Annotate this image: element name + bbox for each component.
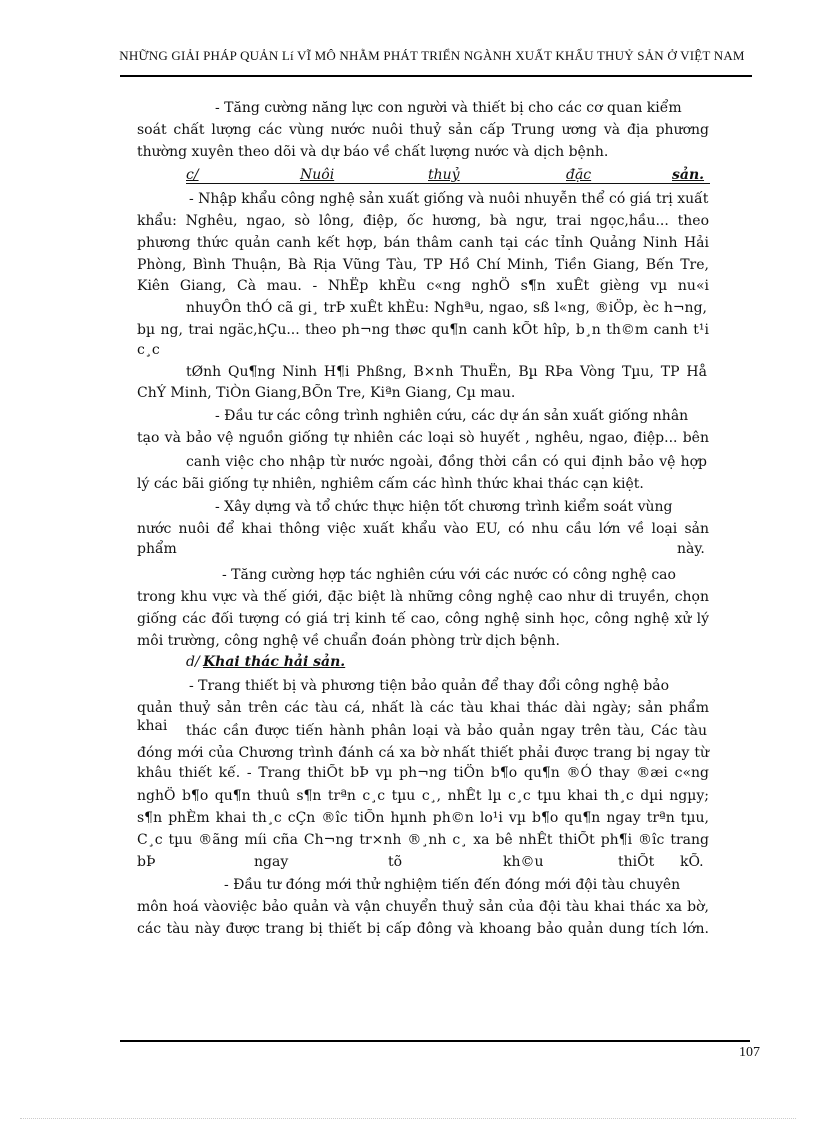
- text-line: này.: [677, 541, 705, 557]
- section-heading-c-label: c/: [186, 167, 199, 183]
- text-line: khẩu: Nghêu, ngao, sò lông, điệp, ốc hương, bà ngư, trai ngọc,hầu... theo: [137, 213, 709, 229]
- header-rule: [120, 75, 752, 77]
- text-line: Kiên Giang, Cà mau. - NhËp khÈu c«ng nghÖ s¶n xuÊt gièng vµ nu«i: [137, 278, 709, 294]
- text-line: thường xuyên theo dõi và dự báo về chất lượng nước và dịch bệnh.: [137, 144, 609, 160]
- text-line: - Nhập khẩu công nghệ sản xuất giống và nuôi nhuyễn thể có giá trị xuất: [189, 191, 709, 207]
- text-line: s¶n phÈm khai th¸c cÇn ®îc tiÕn hµnh ph©n lo¹i vµ b¶o qu¶n ngay trªn tµu,: [137, 810, 709, 826]
- page-edge-divider: [20, 1118, 796, 1119]
- section-heading-c-word: sản.: [672, 167, 705, 183]
- text-line: - Tăng cường năng lực con người và thiết bị cho các cơ quan kiểm: [215, 100, 682, 116]
- text-line: tØnh Qu¶ng Ninh H¶i Phßng, B×nh ThuËn, Bµ RÞa Vòng Tµu, TP Hå: [186, 364, 707, 380]
- text-line: kh©u: [503, 854, 544, 870]
- section-heading-c-word: Nuôi: [300, 167, 335, 183]
- text-line: ChÝ Minh, TiÒn Giang,BÕn Tre, Kiªn Giang, Cµ mau.: [137, 385, 516, 401]
- text-line: nhuyÔn thÓ cã gi¸ trÞ xuÊt khÈu: Nghªu, ngao, sß l«ng, ®iÖp, èc h¬ng,: [186, 300, 707, 316]
- text-line: - Xây dựng và tổ chức thực hiện tốt chương trình kiểm soát vùng: [215, 499, 673, 515]
- text-line: phương thức quản canh kết hợp, bán thâm canh tại các tỉnh Quảng Ninh Hải: [137, 235, 709, 251]
- footer-rule: [120, 1040, 750, 1042]
- section-heading-d-label: d/: [186, 654, 200, 670]
- section-heading-c-word: thuỷ: [428, 167, 460, 183]
- text-line: quản thuỷ sản trên các tàu cá, nhất là các tàu khai thác dài ngày; sản phẩm khai: [137, 700, 709, 734]
- text-line: - Tăng cường hợp tác nghiên cứu với các nước có công nghệ cao: [222, 567, 676, 583]
- section-heading-d-title: Khai thác hải sản.: [203, 654, 346, 670]
- text-line: bÞ: [137, 854, 156, 870]
- text-line: lý các bãi giống tự nhiên, nghiêm cấm các hình thức khai thác cạn kiệt.: [137, 476, 644, 492]
- text-line: kÕ.: [680, 854, 704, 870]
- text-line: Phòng, Bình Thuận, Bà Rịa Vũng Tàu, TP Hồ Chí Minh, Tiền Giang, Bến Tre,: [137, 257, 709, 273]
- text-line: - Đầu tư đóng mới thử nghiệm tiến đến đóng mới đội tàu chuyên: [224, 877, 681, 893]
- page-number: 107: [739, 1045, 760, 1060]
- text-line: ngay: [254, 854, 289, 870]
- text-line: trong khu vực và thế giới, đặc biệt là những công nghệ cao như di truyền, chọn: [137, 589, 709, 605]
- text-line: soát chất lượng các vùng nước nuôi thuỷ sản cấp Trung ương và địa phương: [137, 122, 709, 138]
- text-line: c¸c: [137, 342, 160, 358]
- text-line: các tàu này được trang bị thiết bị cấp đông và khoang bảo quản dung tích lớn.: [137, 921, 709, 937]
- text-line: môi trường, công nghệ về chuẩn đoán phòng trừ dịch bệnh.: [137, 633, 560, 649]
- text-line: phẩm: [137, 541, 177, 557]
- text-line: giống các đối tượng có giá trị kinh tế cao, công nghệ sinh học, công nghệ xử lý: [137, 611, 709, 627]
- text-line: nước nuôi để khai thông việc xuất khẩu vào EU, có nhu cầu lớn về loại sản: [137, 521, 709, 537]
- text-line: đóng mới của Chương trình đánh cá xa bờ nhất thiết phải được trang bị ngay từ: [137, 745, 709, 761]
- text-line: - Đầu tư các công trình nghiên cứu, các dự án sản xuất giống nhân: [215, 408, 689, 424]
- text-line: tạo và bảo vệ nguồn giống tự nhiên các loại sò huyết , nghêu, ngao, điệp... bên: [137, 430, 709, 446]
- running-header: NHỮNG GIẢI PHÁP QUẢN Lí VĨ MÔ NHẰM PHÁT TRIỂN NGÀNH XUẤT KHẨU THUỶ SẢN Ở VIỆT NAM: [119, 48, 745, 63]
- text-line: tõ: [388, 854, 403, 870]
- text-line: bµ ng, trai ngäc,hÇu... theo ph¬ng thøc qu¶n canh kÕt hîp, b¸n th©m canh t¹i: [137, 322, 709, 338]
- text-line: thiÕt: [618, 854, 655, 870]
- text-line: - Trang thiết bị và phương tiện bảo quản để thay đổi công nghệ bảo: [189, 678, 670, 694]
- text-line: C¸c tµu ®ãng míi cña Ch¬ng tr×nh ®¸nh c¸ xa bê nhÊt thiÕt ph¶i ®îc trang: [137, 832, 709, 848]
- text-line: nghÖ b¶o qu¶n thuû s¶n trªn c¸c tµu c¸, nhÊt lµ c¸c tµu khai th¸c dµi ngµy;: [137, 788, 709, 804]
- text-line: khâu thiết kế. - Trang thiÕt bÞ vµ ph¬ng tiÖn b¶o qu¶n ®Ó thay ®æi c«ng: [137, 765, 709, 781]
- text-line: môn hoá vàoviệc bảo quản và vận chuyển thuỷ sản của đội tàu khai thác xa bờ,: [137, 899, 709, 915]
- heading-underline-fill: [186, 166, 710, 184]
- section-heading-c-word: đặc: [566, 167, 592, 183]
- text-line: canh việc cho nhập từ nước ngoài, đồng thời cần có qui định bảo vệ hợp: [186, 454, 707, 470]
- text-line: thác cần được tiến hành phân loại và bảo quản ngay trên tàu, Các tàu: [186, 723, 707, 739]
